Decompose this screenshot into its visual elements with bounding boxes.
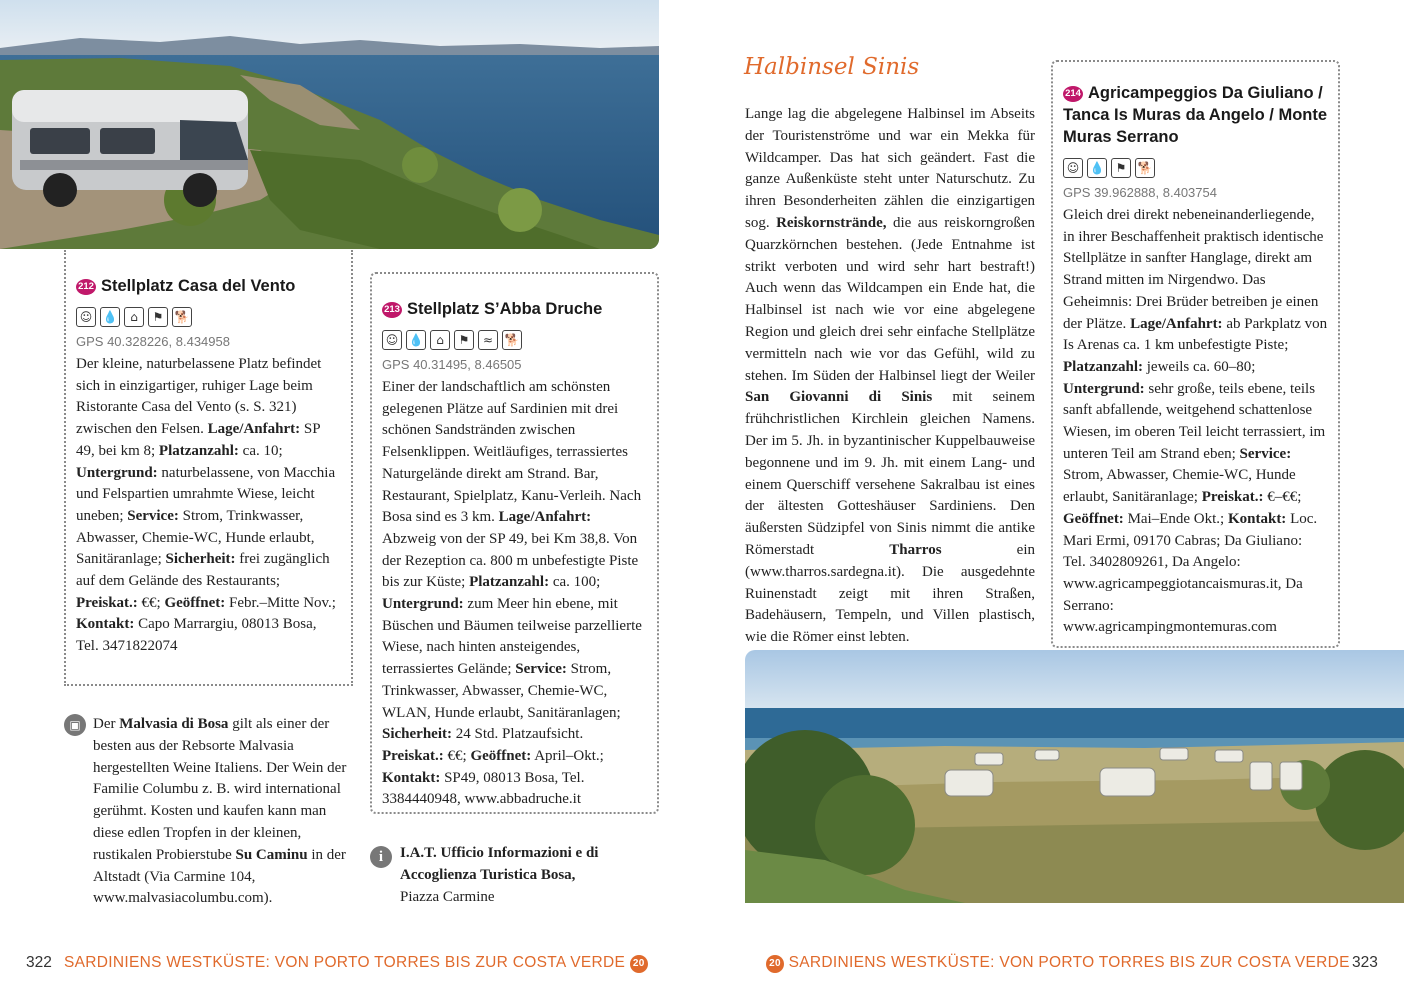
bold-label: Geöffnet: [164,594,226,611]
amenity-icons [382,330,647,350]
text-run: SP49, 08013 Bosa, Tel. 3384440948, www.abbadruche.it [382,769,585,808]
bold-label: Untergrund: [382,596,464,613]
campsite-title [76,275,341,297]
campsite-title [1063,82,1328,148]
text-run: sehr große, teils ebene, teils sanft abfallende, weitgehend schattenlose Wiesen, im oberen Teil leicht terrassiert, im unteren Teil am Strand eben; [1063,380,1326,462]
text-run: gilt als einer der besten aus der Rebsorte Malvasia hergestellten Weine Italiens. Der Wein der Familie Columbu z. B. wird international gerühmt. Kosten und kaufen kann man diese edlen Tropfen in der kleinen, rustikalen Probierstube [93,716,347,863]
location-pin-icon: ⚑ [454,330,474,350]
location-pin-icon: ⚑ [1111,158,1131,178]
text-run: €–€€; [1263,489,1302,506]
text-run: Capo Marrargiu, 08013 Bosa, Tel. 3471822074 [76,616,317,655]
water-drop-icon: 💧 [406,330,426,350]
text-run: April–Okt.; [531,747,604,764]
water-drop-icon: 💧 [1087,158,1107,178]
page-number-right: 323 [1352,954,1378,971]
campsite-title [382,298,647,320]
text-run: Gleich drei direkt nebeneinanderliegende, in ihrer Beschaffenheit praktisch identische Stellplätze in sanfter Hanglage, direkt am Strand mitten im Nirgendwo. Das Geheimnis: Drei Brüder betreiben je einen der Plätze. [1063,207,1324,332]
text-run: in der Altstadt (Via Carmine 104, www.malvasiacolumbu.com). [93,846,346,907]
text-run: frei zugänglich auf dem Gelände des Restaurants; [76,551,330,590]
text-run: Loc. Mari Ermi, 09170 Cabras; Da Giuliano: Tel. 3402809261, Da Angelo: www.agricampeggiotancaismuras.it, Da Serrano: www.agricampingmontemuras.com [1063,510,1318,636]
bold-label: Kontakt: [382,769,441,786]
text-run: 24 Std. Platzaufsicht. [451,726,584,743]
dog-icon: 🐕 [1135,158,1155,178]
bold-label: Tharros [889,541,942,558]
campsite-box-212 [64,250,353,686]
bold-label: Platzanzahl: [158,442,239,459]
chapter-title: SARDINIENS WESTKÜSTE: VON PORTO TORRES BIS ZUR COSTA VERDE [788,954,1350,971]
bold-label: Service: [1239,445,1292,462]
text-run: Der kleine, naturbelassene Platz befindet sich in einzigartiger, ruhiger Lage beim Ristorante Casa del Vento (s. S. 321) zwischen den Felsen. [76,356,322,438]
wine-tip-icon: ▣ [64,714,86,736]
campsite-description [76,354,341,658]
page-number-left: 322 [26,954,52,971]
location-pin-icon: ⚑ [148,307,168,327]
amenity-icons [76,307,341,327]
campsite-box-213 [370,272,659,814]
campsite-name: Stellplatz S’Abba Druche [407,300,603,318]
bold-label: Sicherheit: [382,726,452,743]
bold-label: San Giovanni di Sinis [745,389,933,406]
gps-coordinates: GPS 40.328226, 8.434958 [76,334,230,349]
dog-icon: 🐕 [172,307,192,327]
bold-label: Untergrund: [76,464,158,481]
campsite-name: Agricampeggios Da Giuliano / Tanca Is Muras da Angelo / Monte Muras Serrano [1063,84,1328,146]
chapter-number-badge: 20 [766,955,784,973]
bold-label: Malvasia di Bosa [119,716,229,732]
bold-label: Lage/Anfahrt: [498,509,592,526]
text-run: ab Parkplatz von Is Arenas ca. 1 km unbefestigte Piste; [1063,315,1328,354]
bold-label: Geöffnet: [470,747,532,764]
chapter-title: SARDINIENS WESTKÜSTE: VON PORTO TORRES BIS ZUR COSTA VERDE [64,954,626,971]
bold-label: Preiskat.: [382,747,444,764]
campsite-box-214 [1051,60,1340,648]
dog-icon: 🐕 [502,330,522,350]
text-run: ein (www.tharros.sardegna.it). Die ausgedehnte Ruinenstadt zeigt mit ihren Straßen, Badehäusern, Tempeln, und Villen plastisch, wie die Römer einst lebten. [745,541,1035,646]
bold-label: Kontakt: [1227,510,1287,527]
text-run: Strom, Abwasser, Chemie-WC, Hunde erlaubt, Sanitäranlage; [1063,467,1296,506]
text-run: Mai–Ende Okt.; [1123,510,1228,527]
text-run: €€; [443,747,471,764]
tourist-info [400,843,660,908]
running-footer-right [766,954,1350,973]
bold-label: Su Caminu [235,846,308,863]
bold-label: Kontakt: [76,616,135,633]
bold-label: Untergrund: [1063,380,1145,397]
bold-label: Geöffnet: [1063,510,1124,527]
bold-label: Service: [127,507,179,524]
text-run: Abzweig von der SP 49, bei Km 38,8. Von der Rezeption ca. 800 m unbefestigte Piste bis zur Küste; [382,530,639,591]
smiley-icon: ☺ [1063,158,1083,178]
text-run: jeweils ca. 60–80; [1143,358,1256,375]
house-icon: ⌂ [430,330,450,350]
text-run: €€; [137,594,165,611]
campsite-number-badge: 212 [76,279,96,295]
text-run: Febr.–Mitte Nov.; [225,594,336,611]
wine-tip-text [93,714,349,910]
amenity-icons [1063,158,1328,178]
smiley-icon: ☺ [382,330,402,350]
bold-label: Service: [515,661,567,678]
water-drop-icon: 💧 [100,307,120,327]
campsite-name: Stellplatz Casa del Vento [101,277,296,295]
bold-label: Platzanzahl: [469,574,550,591]
smiley-icon: ☺ [76,307,96,327]
campsite-number-badge: 213 [382,302,402,318]
campsite-number-badge: 214 [1063,86,1083,102]
text-run: ca. 100; [549,574,601,591]
text-run: Strom, Trinkwasser, Abwasser, Chemie-WC, WLAN, Hunde erlaubt, Sanitäranlagen; [382,661,621,721]
text-run: ca. 10; [238,442,283,459]
text-run: mit seinem frühchristlichen Kirchlein gleichen Namens. Der im 5. Jh. in byzantinischer Kuppelbauweise begonnene und im 9. Jh. mit einem Lang- und einem Querschiff versehene Sakralbau ist eines der ältesten Gotteshäuser Sardiniens. Den äußersten Südzipfel von Sinis nimmt die antike Römerstadt [745,389,1035,558]
wifi-icon: ≈ [478,330,498,350]
gps-coordinates: GPS 40.31495, 8.46505 [382,357,522,372]
text-run: zum Meer hin ebene, mit Büschen und Bäumen teilweise parzellierte Wiese, nach hinten ansteigendes, terrassiertes Gelände; [382,596,642,678]
campsite-description [1063,205,1328,639]
bold-label: Sicherheit: [165,551,236,568]
text-run: Einer der landschaftlich am schönsten gelegenen Plätze auf Sardinien mit drei schönen Sandstränden zwischen Felsenklippen. Weitläufiges, terrassiertes Naturgelände direkt am Strand. Bar, Restaurant, Spielplatz, Kanu-Verleih. Nach Bosa sind es 3 km. [382,379,642,526]
tourist-info-title: I.A.T. Ufficio Informazioni e di Accoglienza Turistica Bosa, [400,845,599,883]
bold-label: Reiskornstrände, [776,214,887,231]
chapter-number-badge: 20 [630,955,648,973]
section-title: Halbinsel Sinis [744,54,920,80]
text-run: naturbelassene, von Macchia und Felspartien umrahmte Wiese, leicht uneben; [76,464,336,524]
info-icon: i [370,846,392,868]
bold-label: Lage/Anfahrt: [207,421,301,438]
text-run: Strom, Trinkwasser, Abwasser, Chemie-WC, Hunde erlaubt, Sanitäranlage; [76,507,315,568]
bold-label: Lage/Anfahrt: [1130,315,1223,332]
text-run: Der [93,716,120,732]
campsite-description [382,377,647,811]
house-icon: ⌂ [124,307,144,327]
section-body-text [745,104,1035,649]
text-run: Lange lag die abgelegene Halbinsel im Abseits der Touristenströme und war ein Mekka für Wildcamper. Das hat sich geändert. Fast die ganze Außenküste steht unter Naturschutz. Zu ihren Besonderheiten zählen die einzigartigen sog. [745,106,1035,231]
coast-camper-photo [0,0,659,249]
gps-coordinates: GPS 39.962888, 8.403754 [1063,185,1217,200]
tourist-info-address: Piazza Carmine [400,888,495,905]
text-run: die aus reiskorngroßen Quarzkörnchen bestehen. (Jede Entnahme ist strikt verboten und wird sehr hart bestraft!) Auch wenn das Wildcampen ein Ende hat, die Halbinsel ist nach wie vor eine abgelegene Region und gleich drei sehr einfache Stellplätze vermitteln nach wie vor das Gefühl, wild zu stehen. Im Süden der Halbinsel liegt der Weiler [745,214,1035,384]
bold-label: Platzanzahl: [1063,358,1143,375]
bold-label: Preiskat.: [1201,489,1264,506]
running-footer-left [64,954,648,973]
text-run: SP 49, bei km 8; [76,421,321,459]
campsite-beach-photo [745,650,1404,903]
bold-label: Preiskat.: [76,594,138,611]
